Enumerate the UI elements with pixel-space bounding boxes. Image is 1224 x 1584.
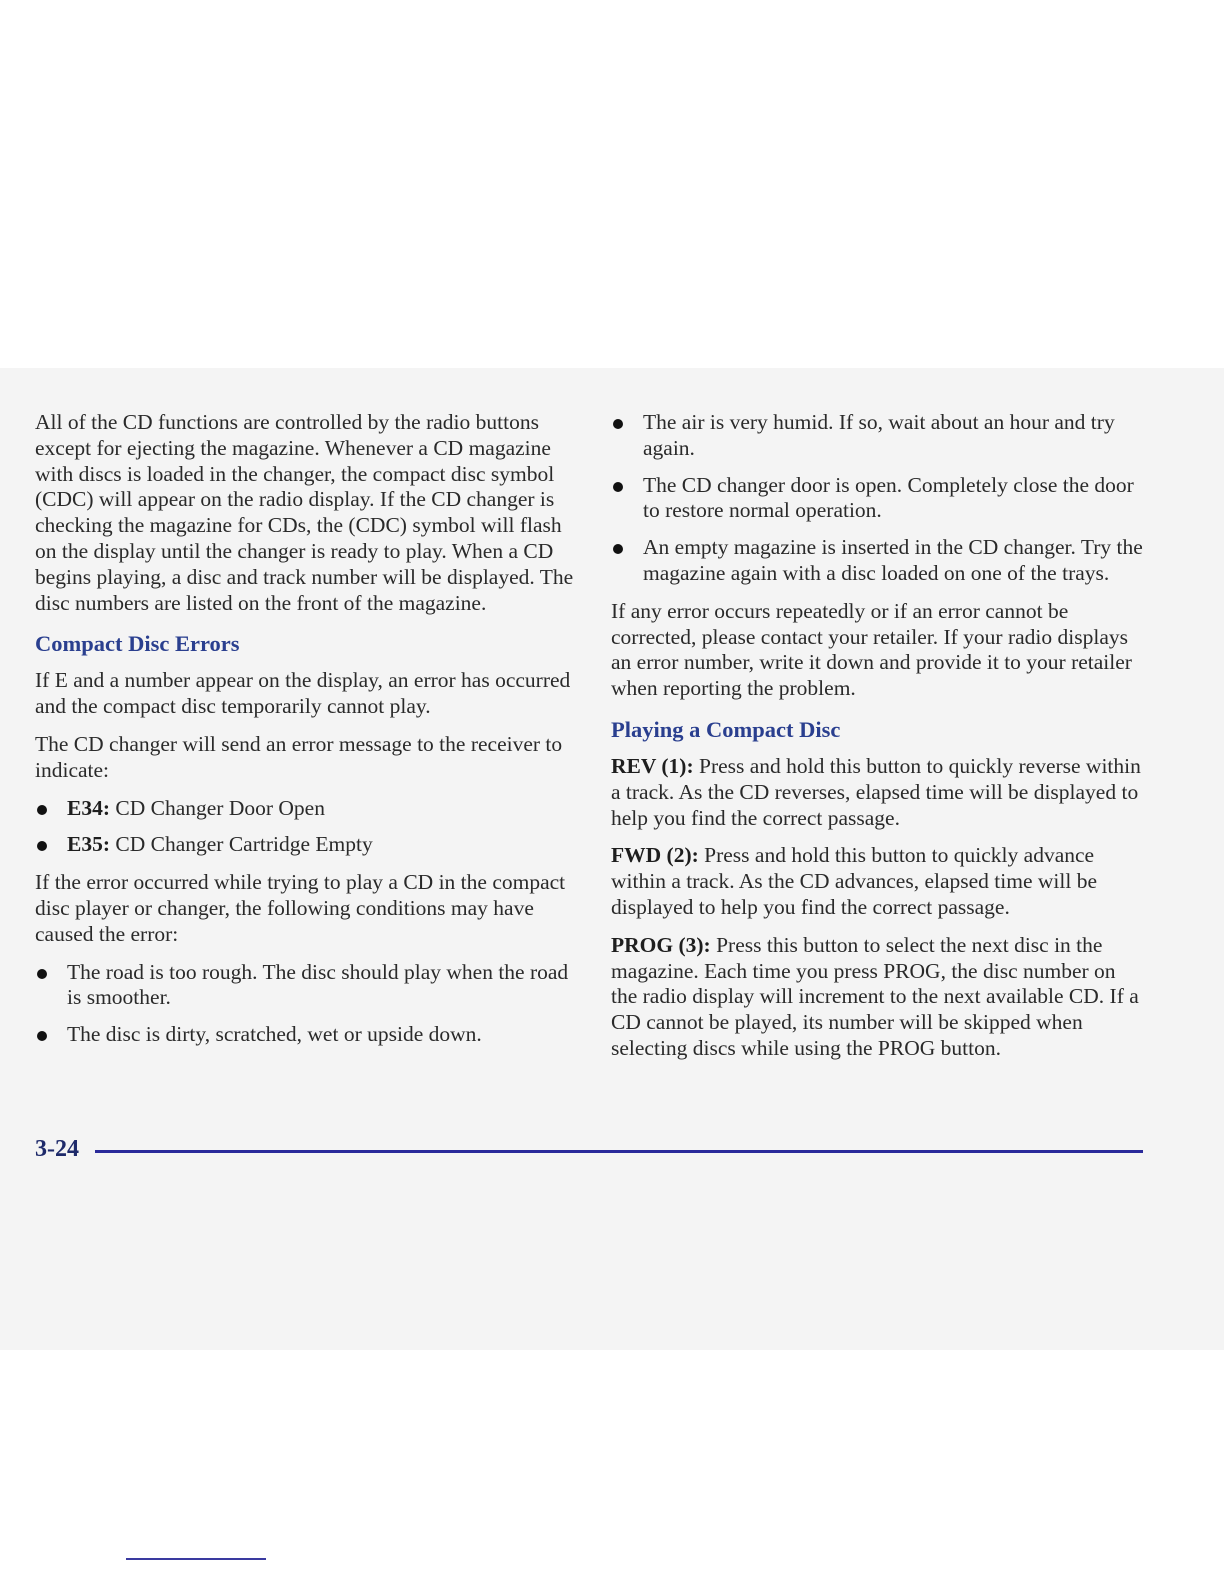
left-column	[35, 410, 575, 1060]
retailer-note: If any error occurs repeatedly or if an error cannot be corrected, please contact your retailer. If your radio displays an error number, write it down and provide it to your retailer when reporting the problem.	[611, 598, 1132, 701]
conditions-intro: If the error occurred while trying to play a CD in the compact disc player or changer, the following conditions may have caused the error:	[35, 870, 566, 946]
rev-control	[611, 754, 1146, 831]
compact-disc-errors-heading: Compact Disc Errors	[35, 631, 240, 657]
error-code-list	[35, 796, 575, 859]
page-footer	[35, 1136, 1143, 1166]
list-item: An empty magazine is inserted in the CD changer. Try the magazine again with a disc loaded on one of the trays.	[611, 535, 1146, 587]
intro-paragraph: All of the CD functions are controlled by the radio buttons except for ejecting the magazine. Whenever a CD magazine with discs is loaded in the changer, the compact disc symbol (CDC) will appear on the radio display. If the CD changer is checking the magazine for CDs, the (CDC) symbol will flash on the display until the changer is ready to play. When a CD begins playing, a disc and track number will be displayed. The disc numbers are listed on the front of the magazine.	[35, 410, 574, 615]
conditions-list-right	[611, 410, 1146, 587]
control-term: REV (1):	[611, 753, 694, 778]
error-description: CD Changer Door Open	[110, 795, 325, 820]
bottom-divider	[126, 1558, 266, 1560]
errors-paragraph-2: The CD changer will send an error message to the receiver to indicate:	[35, 731, 563, 782]
list-item	[35, 796, 575, 822]
error-code: E35:	[67, 832, 110, 857]
list-item: The disc is dirty, scratched, wet or upside down.	[35, 1022, 575, 1048]
playing-compact-disc-heading: Playing a Compact Disc	[611, 716, 841, 742]
list-item: The air is very humid. If so, wait about an hour and try again.	[611, 410, 1146, 462]
control-term: FWD (2):	[611, 843, 699, 868]
page-number: 3-24	[35, 1136, 79, 1162]
control-description: Press this button to select the next disc in the magazine. Each time you press PROG, the disc number on the radio display will increment to the next available CD. If a CD cannot be played, its number will be skipped when selecting discs while using the PROG button.	[611, 932, 1139, 1060]
error-description: CD Changer Cartridge Empty	[110, 832, 373, 857]
prog-control	[611, 933, 1146, 1062]
list-item: The road is too rough. The disc should play when the road is smoother.	[35, 960, 575, 1012]
footer-rule	[95, 1150, 1143, 1153]
list-item	[35, 832, 575, 858]
error-code: E34:	[67, 795, 110, 820]
right-column	[611, 410, 1146, 1074]
list-item: The CD changer door is open. Completely close the door to restore normal operation.	[611, 473, 1146, 525]
control-description: Press and hold this button to quickly advance within a track. As the CD advances, elapsed time will be displayed to help you find the correct passage.	[611, 843, 1098, 919]
control-description: Press and hold this button to quickly reverse within a track. As the CD reverses, elapsed time will be displayed to help you find the correct passage.	[611, 753, 1141, 830]
errors-paragraph-1: If E and a number appear on the display, an error has occurred and the compact disc temporarily cannot play.	[35, 668, 571, 719]
conditions-list-left	[35, 960, 575, 1048]
fwd-control	[611, 843, 1146, 920]
control-term: PROG (3):	[611, 932, 711, 957]
